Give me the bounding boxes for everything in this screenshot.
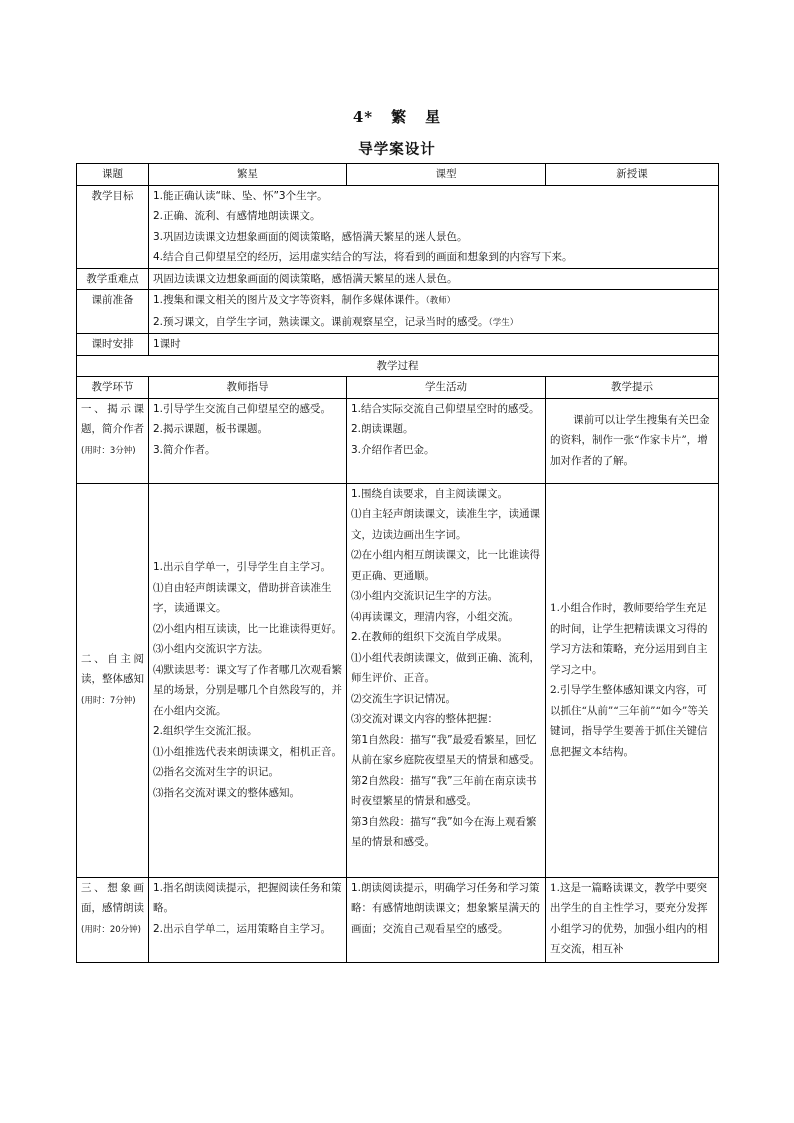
stage-cell xyxy=(77,877,149,962)
tip-item: 课前可以让学生搜集有关巴金的资料，制作一张“作家卡片”，增加对作者的了解。 xyxy=(550,413,710,467)
student-step: 2.在教师的组织下交流自学成果。 xyxy=(351,631,509,643)
stage-name: 二、自主阅读，整体感知 xyxy=(81,652,144,686)
goals-label: 教学目标 xyxy=(77,185,149,268)
teacher-step: ⑷默读思考：课文写了作者哪几次观看繁星的场景，分别是哪几个自然段写的，并在小组内交流。 xyxy=(153,663,342,717)
keypoints-text: 巩固边读课文边想象画面的阅读策略，感悟满天繁星的迷人景色。 xyxy=(149,268,719,290)
tips-cell xyxy=(546,483,719,877)
teacher-step: 2.组织学生交流汇报。 xyxy=(153,725,258,737)
col-header-student: 学生活动 xyxy=(347,377,546,399)
goals-list xyxy=(149,185,719,268)
prep-item-note: （学生） xyxy=(488,317,519,328)
student-step: ⑴自主轻声朗读课文，读准生字，读通课文，边读边画出生字词。 xyxy=(351,508,540,541)
col-header-teacher: 教师指导 xyxy=(149,377,347,399)
teacher-step: 1.指名朗读阅读提示，把握阅读任务和策略。 xyxy=(153,881,342,914)
keypoints-row xyxy=(77,268,719,290)
student-step: ⑵在小组内相互朗读课文，比一比谁读得更正确、更通顺。 xyxy=(351,549,540,582)
process-title-row xyxy=(77,355,719,377)
stage-time: (用时：20分钟) xyxy=(81,924,141,935)
goal-item: 4.结合自己仰望星空的经历，运用虚实结合的写法，将看到的画面和想象到的内容写下来。 xyxy=(153,251,573,263)
teacher-step: ⑶指名交流对课文的整体感知。 xyxy=(153,786,300,799)
col-header-tips: 教学提示 xyxy=(546,377,719,399)
student-cell xyxy=(347,398,546,483)
teacher-step: ⑵小组内相互读读，比一比谁读得更好。 xyxy=(153,622,342,635)
goals-row xyxy=(77,185,719,268)
stage-cell xyxy=(77,483,149,877)
prep-list xyxy=(149,290,719,334)
student-step: 2.朗读课题。 xyxy=(351,423,414,435)
student-step: 1.朗读阅读提示，明确学习任务和学习策略：有感情地朗读课文；想象繁星满天的画面；交流自己观看星空的感受。 xyxy=(351,881,540,935)
prep-row xyxy=(77,290,719,334)
teacher-step: ⑶小组内交流识字方法。 xyxy=(153,643,269,655)
student-step: ⑶小组内交流识记生字的方法。 xyxy=(351,590,498,602)
tips-cell xyxy=(546,877,719,962)
student-cell xyxy=(347,877,546,962)
schedule-label: 课时安排 xyxy=(77,334,149,356)
teacher-step: ⑵指名交流对生字的识记。 xyxy=(153,766,279,778)
topic-value: 繁星 xyxy=(149,164,347,186)
tip-item: 1.小组合作时，教师要给学生充足的时间，让学生把精读课文习得的学习方法和策略，充分运用到自主学习之中。 xyxy=(550,602,708,676)
lesson-number: 4* xyxy=(352,108,374,126)
student-step: 3.介绍作者巴金。 xyxy=(351,443,435,456)
header-row xyxy=(77,164,719,186)
student-step: ⑶交流对课文内容的整体把握： xyxy=(351,713,498,725)
tips-cell xyxy=(546,398,719,483)
teacher-step: ⑴小组推选代表来朗读课文，相机正音。 xyxy=(153,745,342,758)
process-title: 教学过程 xyxy=(77,355,719,377)
stage-row-3 xyxy=(77,877,719,962)
prep-item xyxy=(153,312,714,334)
student-step: 第2自然段：描写“我”三年前在南京读书时夜望繁星的情景和感受。 xyxy=(351,774,537,807)
student-step: 第1自然段：描写“我”最爱看繁星，回忆从前在家乡庭院夜望星天的情景和感受。 xyxy=(351,733,540,766)
type-value: 新授课 xyxy=(546,164,719,186)
stage-time: (用时：7分钟) xyxy=(81,695,136,706)
lesson-name-char-1: 繁 xyxy=(391,108,408,126)
stage-time: (用时：3分钟) xyxy=(81,445,136,456)
prep-item-note: （教师） xyxy=(425,296,456,306)
teacher-step: ⑴自由轻声朗读课文，借助拼音读准生字，读通课文。 xyxy=(153,581,332,614)
student-step: ⑷再读课文，理清内容，小组交流。 xyxy=(351,610,519,623)
prep-item-text: 2.预习课文，自学生字词，熟读课文。课前观察星空，记录当时的感受。 xyxy=(153,315,489,328)
stage-cell xyxy=(77,398,149,483)
prep-item-text: 1.搜集和课文相关的图片及文字等资料，制作多媒体课件。 xyxy=(153,294,426,306)
teacher-step: 3.简介作者。 xyxy=(153,443,216,456)
student-step: 第3自然段：描写“我”如今在海上观看繁星的情景和感受。 xyxy=(351,815,537,848)
teacher-cell xyxy=(149,877,347,962)
design-title: 导学案设计 xyxy=(358,142,436,158)
teacher-cell xyxy=(149,483,347,877)
lesson-name-char-2: 星 xyxy=(425,108,442,126)
student-step: 1.结合实际交流自己仰望星空时的感受。 xyxy=(351,402,540,415)
schedule-text: 1课时 xyxy=(149,334,719,356)
stage-name: 三、想象画面，感情朗读 xyxy=(81,881,144,914)
lesson-plan-table xyxy=(76,163,719,963)
goal-item: 1.能正确认读“昧、坠、怀”3个生字。 xyxy=(153,189,328,202)
student-cell xyxy=(347,483,546,877)
teacher-step: 2.出示自学单二，运用策略自主学习。 xyxy=(153,922,332,935)
student-step: ⑴小组代表朗读课文，做到正确、流利，师生评价、正音。 xyxy=(351,651,540,684)
stage-row-1 xyxy=(77,398,719,483)
teacher-step: 2.揭示课题，板书课题。 xyxy=(153,423,269,435)
topic-label: 课题 xyxy=(77,164,149,186)
keypoints-label: 教学重难点 xyxy=(77,268,149,290)
tip-item: 2.引导学生整体感知课文内容，可以抓住“从前”“三年前”“如今”等关键词，指导学生要善于抓住关键信息把握文本结构。 xyxy=(550,684,709,758)
prep-label: 课前准备 xyxy=(77,290,149,334)
goal-item: 3.巩固边读课文边想象画面的阅读策略，感悟满天繁星的迷人景色。 xyxy=(153,230,468,243)
prep-item xyxy=(153,290,714,312)
tip-item: 1.这是一篇略读课文，教学中要突出学生的自主性学习，要充分发挥小组学习的优势，加强小组内的相互交流，相互补 xyxy=(550,881,708,955)
stage-row-2 xyxy=(77,483,719,877)
type-label: 课型 xyxy=(347,164,546,186)
stage-name: 一、揭示课题，简介作者 xyxy=(81,402,144,435)
col-header-stage: 教学环节 xyxy=(77,377,149,399)
teacher-step: 1.出示自学单一，引导学生自主学习。 xyxy=(153,561,332,573)
lesson-title xyxy=(0,106,794,127)
student-step: 1.围绕自读要求，自主阅读课文。 xyxy=(351,487,509,500)
goal-item: 2.正确、流利、有感情地朗读课文。 xyxy=(153,210,321,222)
teacher-cell xyxy=(149,398,347,483)
schedule-row xyxy=(77,334,719,356)
process-header-row xyxy=(77,377,719,399)
teacher-step: 1.引导学生交流自己仰望星空的感受。 xyxy=(153,402,332,415)
student-step: ⑵交流生字识记情况。 xyxy=(351,692,456,705)
